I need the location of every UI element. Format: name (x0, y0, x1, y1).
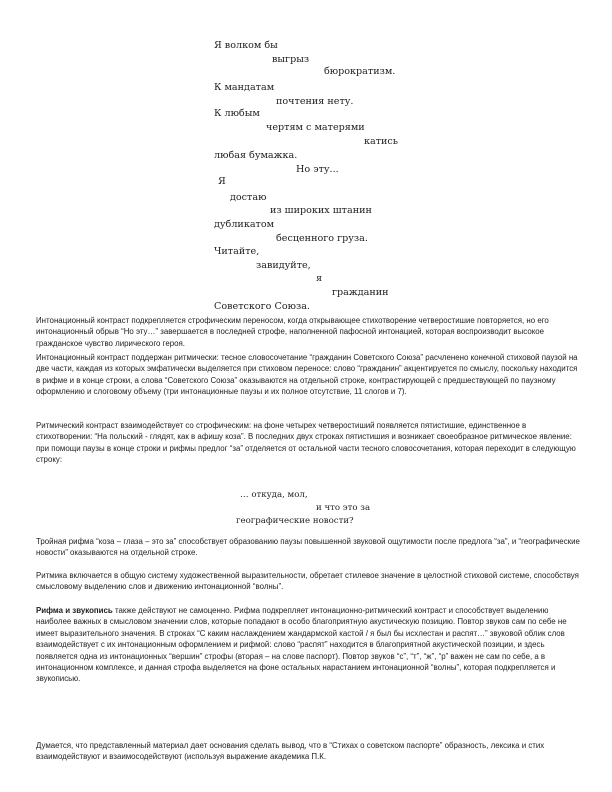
poem-line: выгрыз (272, 54, 310, 65)
poem-line: Но эту... (296, 164, 339, 175)
paragraph: Думается, что представленный материал дает основания сделать вывод, что в “Стихах о советском паспорте” образность, лексика и стих взаимодействуют и взаимосодействуют (используя выражение академика П.К. (36, 741, 545, 762)
poem-line: К мандатам (214, 82, 275, 93)
paragraph-text: также действуют не самоценно. Рифма подкрепляет интонационно-ритмический контраст и способствует выделению наиболее важных в смысловом значении слов, которые попадают в особо благоприятную акустическую позицию. Повтор звуков сам по себе не имеет выразительного значения. В строках “С каким наслаждением жандармской кастой / я был бы исхлестан и распят…” звуковой облик слов взаимодействует с их интонационным оформлением и рифмой: слово “распят” находится в благоприятной акустической позиции, и здесь появляется одна из интонационных “вершин” строфы (вторая – на слове паспорт). Повтор звуков “с”, “т”, “ж”, “р” важен не сам по себе, а в интонационном комплексе, и данная строфа выделяется на фоне остальных нарастанием интонационной “волны”, которая подкрепляется и звукописью. (36, 606, 567, 684)
poem-line: почтения нету. (276, 96, 354, 107)
poem-line: чертям с матерями (266, 122, 365, 133)
poem-line: дубликатом (214, 219, 275, 230)
poem-line: бюрократизм. (324, 66, 396, 77)
paragraph: Интонационный контраст поддержан ритмически: тесное словосочетание “гражданин Советского Союза” расчленено конечной стиховой паузой на две части, каждая из которых эмфатически выделяется при стиховом переносе: слово “гражданин” акцентируется по смыслу, поскольку находится в рифме и в конце строки, а слова “Советского Союза” оказываются на отдельной строке, контрастирующей с предшествующей по паузному оформлению и слоговому объему (три интонационные паузы и их полное отсутствие, 11 слогов и 7). (36, 353, 578, 397)
paragraph-heading: Рифма и звукопись (36, 606, 113, 615)
citation-line: … откуда, мол, (240, 490, 308, 500)
citation-line: и что это за (316, 503, 371, 513)
poem-line: Я (218, 176, 226, 187)
poem-line: я (316, 273, 323, 284)
poem-line: Советского Союза. (214, 301, 310, 312)
paragraph: Ритмика включается в общую систему художественной выразительности, обретает стилевое значение в целостной стиховой системе, способствуя смысловому выделению слов и движению интонационной “волны”. (36, 571, 579, 592)
paragraph: Тройная рифма “коза – глаза – это за” способствует образованию паузы повышенной звуковой ощутимости после предлога “за”, и “географические новости” оказываются на отдельной строке. (36, 537, 580, 558)
poem-line: достаю (230, 192, 267, 203)
paragraph (36, 605, 581, 685)
paragraph: Интонационный контраст подкрепляется строфическим переносом, когда открывающее стихотворение четверостишие повторяется, но его интонационный обрыв “Но эту…” завершается в последней строфе, наполненной пафосной интонацией, которая воспроизводит высокое гражданское чувство лирического героя. (36, 316, 549, 348)
poem-line: катись (364, 136, 399, 147)
paragraph: Ритмический контраст взаимодействует со строфическим: на фоне четырех четверостиший появляется пятистишие, единственное в стихотворении: “На польский - глядят, как в афишу коза”. В последних двух строках пятистишия и возникает своеобразное ритмическое явление: при помощи паузы в конце строки и рифмы предлог “за” отделяется от остальной части тесного словосочетания, которая переходит в следующую строку: (36, 421, 576, 465)
poem-line: бесценного груза. (276, 233, 368, 244)
poem-line: Я волком бы (214, 40, 278, 51)
poem-line: любая бумажка. (214, 150, 298, 161)
poem-line: К любым (214, 108, 260, 119)
citation-line: географические новости? (236, 516, 354, 526)
poem-line: Читайте, (214, 246, 260, 257)
poem-line: гражданин (332, 287, 389, 298)
poem-line: из широких штанин (270, 205, 372, 216)
poem-line: завидуйте, (256, 260, 311, 271)
